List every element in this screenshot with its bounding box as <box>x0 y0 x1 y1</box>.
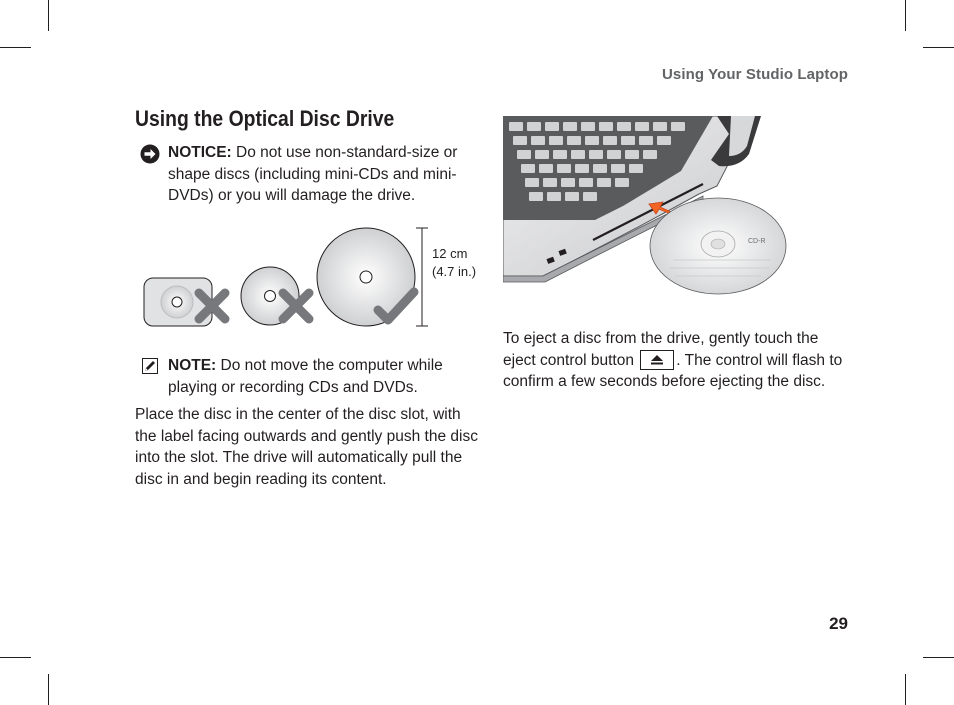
diameter-in: (4.7 in.) <box>432 264 477 279</box>
mini-disc <box>241 267 309 325</box>
notice-icon <box>140 144 160 164</box>
cd-r-label: CD-R <box>748 238 766 245</box>
note-body: Do not move the computer while playing or recording CDs and DVDs. <box>168 357 443 396</box>
insert-disc-paragraph: Place the disc in the center of the disc slot, with the label facing outwards and gently push the disc into the slot. The drive will automatically pull the disc in and begin reading its content. <box>135 406 478 488</box>
crop-mark <box>923 657 954 658</box>
eject-disc-paragraph <box>503 328 853 393</box>
crop-mark <box>48 674 49 705</box>
notice-label: NOTICE: <box>168 144 232 161</box>
notice-body: Do not use non-standard-size or shape discs (including mini-CDs and mini-DVDs) or you will damage the drive. <box>168 144 458 204</box>
section-heading: Using the Optical Disc Drive <box>135 106 395 131</box>
keyboard <box>503 116 713 220</box>
crop-mark <box>48 0 49 31</box>
business-card-disc <box>144 278 225 326</box>
diameter-bracket <box>416 228 428 326</box>
laptop-optical-drive-illustration <box>503 116 803 296</box>
page-number: 29 <box>829 614 848 633</box>
running-header: Using Your Studio Laptop <box>662 66 848 83</box>
notice-text <box>168 142 484 207</box>
cd-r-disc <box>650 198 786 294</box>
crop-mark <box>905 0 906 31</box>
eject-text-after: . The control will flash to confirm a few seconds before ejecting the disc. <box>503 351 843 390</box>
crop-mark <box>905 674 906 705</box>
note-label: NOTE: <box>168 357 217 374</box>
crop-mark <box>0 657 31 658</box>
standard-disc <box>317 228 415 326</box>
disc-size-illustration <box>140 222 440 330</box>
crop-mark <box>923 47 954 48</box>
diameter-cm: 12 cm <box>432 246 468 261</box>
eject-icon <box>640 350 674 370</box>
eject-text-before: To eject a disc from the drive, gently touch the eject control button <box>503 330 819 369</box>
disc-diameter-label <box>432 245 476 281</box>
note-text <box>168 355 468 398</box>
pencil-note-icon <box>142 358 158 374</box>
crop-mark <box>0 47 31 48</box>
